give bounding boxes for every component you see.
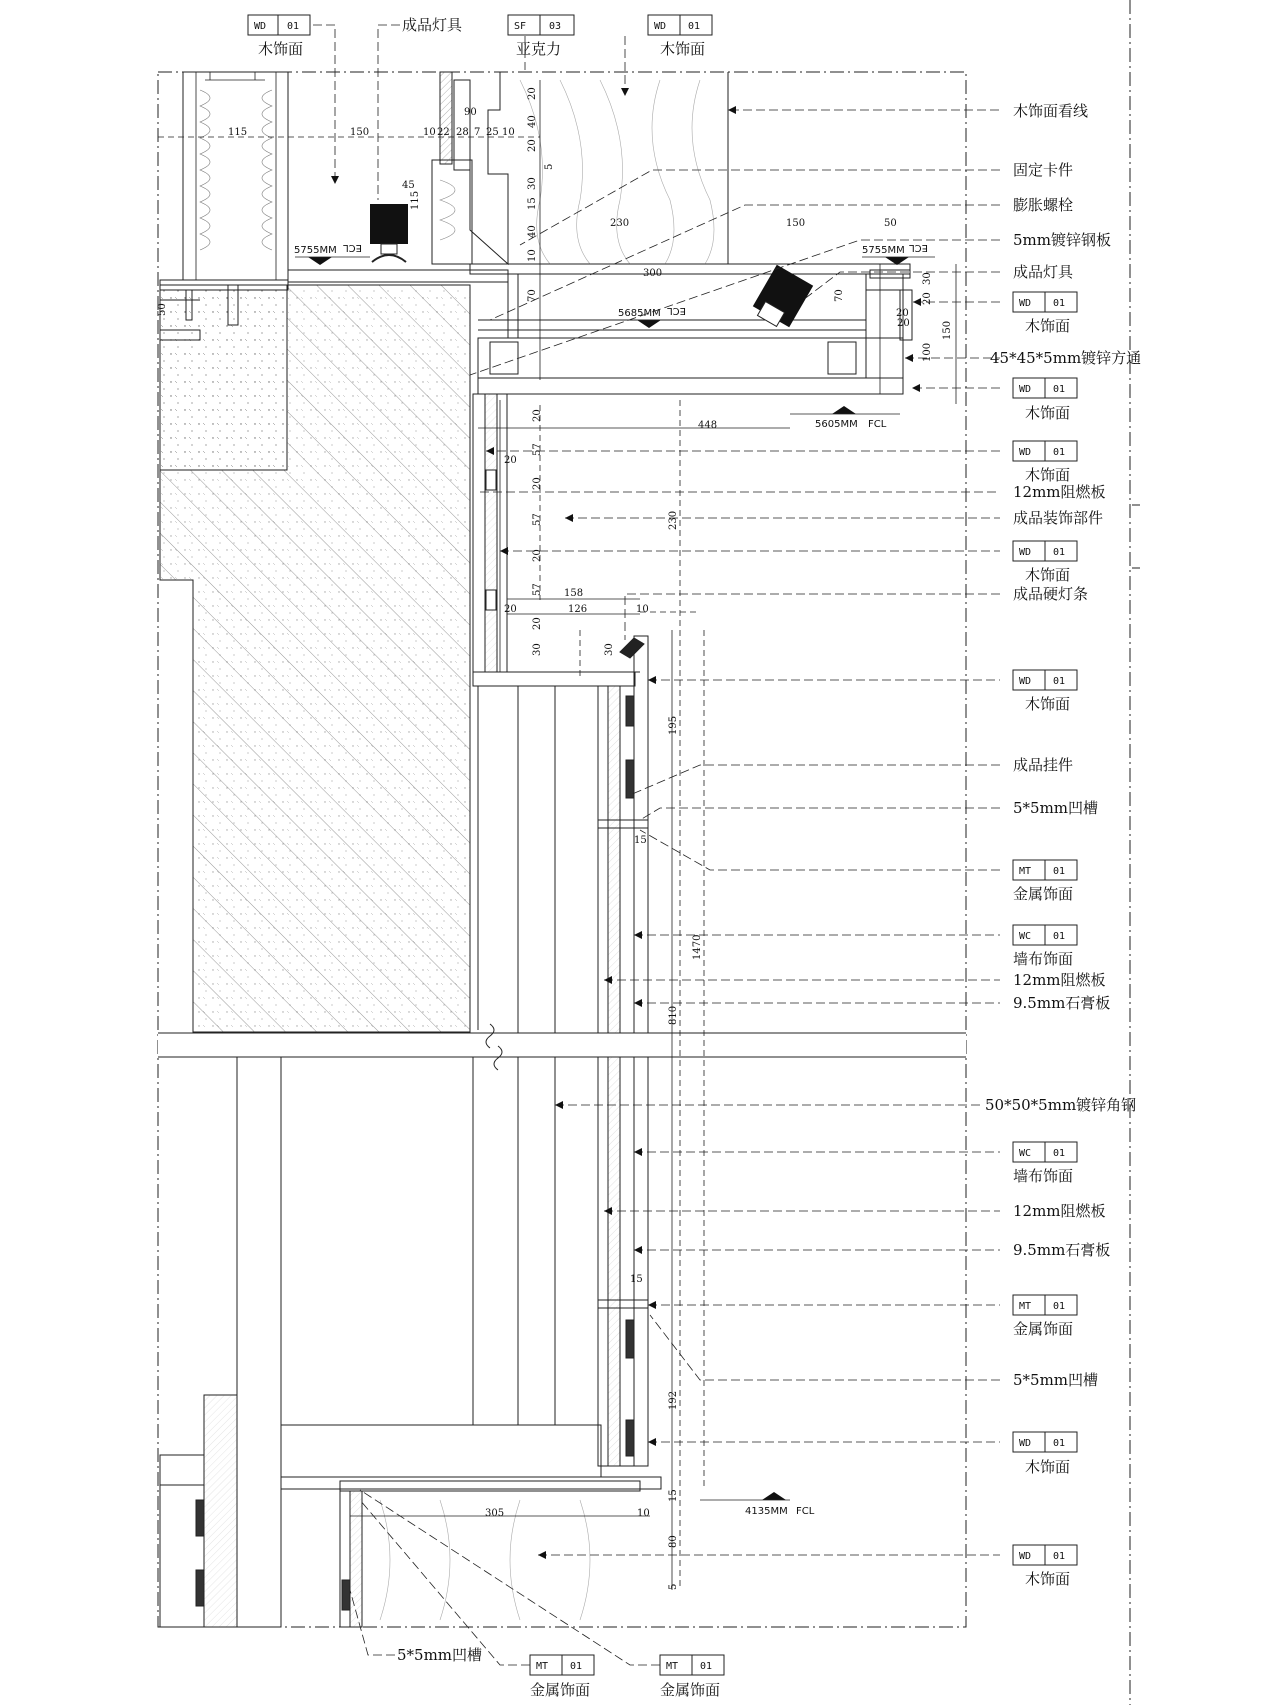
dim-label: 20 (532, 477, 543, 490)
level-marker (294, 242, 370, 265)
dim-label: 20 (527, 139, 538, 152)
top-tag-3 (648, 15, 712, 58)
dim-label: 25 (486, 127, 499, 138)
label-angle-steel: 50*50*5mm镀锌角钢 (985, 1096, 1137, 1114)
level-value: 5755MM (862, 245, 905, 256)
tag-name: 金属饰面 (530, 1681, 591, 1699)
right-tag (1013, 292, 1077, 335)
tag-number: 01 (1053, 547, 1066, 558)
dim-label: 20 (504, 455, 517, 466)
tag-name: 木饰面 (1025, 1570, 1071, 1588)
tag-number: 01 (570, 1661, 583, 1672)
light-fixture-1 (370, 204, 408, 262)
tag-number: 01 (1053, 384, 1066, 395)
right-tag (1013, 1432, 1077, 1476)
level-value: 4135MM (745, 1506, 788, 1517)
label-expansion-bolt: 膨胀螺栓 (1013, 196, 1074, 214)
tag-number: 01 (1053, 931, 1066, 942)
dim-label: 30 (922, 272, 933, 285)
tag-code: MT (1019, 1301, 1032, 1312)
dim-label: 115 (410, 190, 421, 210)
dim-label: 5 (668, 1583, 679, 1590)
tag-number: 01 (700, 1661, 713, 1672)
dim-label: 20 (897, 318, 910, 329)
bottom-tag-2 (660, 1655, 724, 1699)
tag-name: 金属饰面 (1013, 1320, 1074, 1338)
dim-label: 15 (668, 1489, 679, 1502)
level-marker (790, 406, 900, 430)
dim-label: 50 (157, 303, 168, 316)
dim-label: 28 (456, 127, 469, 138)
tag-number: 01 (1053, 866, 1066, 877)
dim-label: 10 (423, 127, 436, 138)
label-fire-board-1: 12mm阻燃板 (1013, 483, 1106, 501)
dim-label: 1470 (692, 934, 703, 960)
dim-label: 100 (922, 342, 933, 362)
tag-code: WD (1019, 547, 1032, 558)
level-tag: FCL (796, 1506, 815, 1517)
tag-code: WD (1019, 1438, 1032, 1449)
dim-label: 158 (564, 588, 584, 599)
dim-label: 300 (643, 268, 663, 279)
dim-label: 40 (527, 115, 538, 128)
tag-name: 木饰面 (1025, 695, 1071, 713)
dim-label: 45 (402, 180, 415, 191)
dim-label: 126 (568, 604, 588, 615)
dim-label: 150 (350, 127, 370, 138)
dim-label: 22 (437, 127, 450, 138)
bulkhead-vertical (473, 394, 640, 686)
tag-number: 03 (549, 21, 562, 32)
label-led-strip: 成品硬灯条 (1013, 585, 1089, 603)
dim-label: 20 (532, 549, 543, 562)
level-marker (615, 305, 700, 328)
level-value: 5605MM (815, 419, 858, 430)
dim-label: 230 (610, 218, 630, 229)
top-trim-profile (432, 72, 508, 264)
level-marker (700, 1492, 815, 1517)
tag-code: WD (1019, 447, 1032, 458)
dim-label: 15 (630, 1274, 643, 1285)
top-tag-1 (248, 15, 310, 58)
tag-name: 木饰面 (1025, 1458, 1071, 1476)
level-value: 5755MM (294, 245, 337, 256)
tag-number: 01 (1053, 1438, 1066, 1449)
tag-name: 金属饰面 (1013, 885, 1074, 903)
tag-code: MT (536, 1661, 549, 1672)
dim-label: 7 (474, 127, 481, 138)
level-tag: FCL (868, 419, 887, 430)
dim-label: 10 (637, 1508, 650, 1519)
label-square-tube: 45*45*5mm镀锌方通 (990, 349, 1142, 367)
right-tag (1013, 1545, 1077, 1588)
dim-label: 10 (636, 604, 649, 615)
dim-label: 57 (532, 443, 543, 456)
tag-number: 01 (1053, 676, 1066, 687)
dim-label: 305 (485, 1508, 505, 1519)
dim-label: 115 (228, 127, 248, 138)
level-marker (862, 242, 935, 265)
dim-label: 30 (604, 643, 615, 656)
right-tag (1013, 670, 1077, 713)
dim-label: 70 (527, 289, 538, 302)
tag-code: WD (1019, 384, 1032, 395)
label-hanger: 成品挂件 (1013, 756, 1074, 774)
dim-label: 57 (532, 583, 543, 596)
right-tag (1013, 860, 1077, 903)
label-groove-1: 5*5mm凹槽 (1013, 799, 1099, 817)
right-tag (1013, 378, 1077, 422)
tag-code: WC (1019, 1148, 1032, 1159)
tag-number: 01 (1053, 1148, 1066, 1159)
right-tag (1013, 1295, 1077, 1338)
label-groove-2: 5*5mm凹槽 (1013, 1371, 1099, 1389)
label-gypsum-1: 9.5mm石膏板 (1013, 994, 1111, 1012)
right-tag (1013, 1142, 1077, 1185)
right-tag (1013, 925, 1077, 968)
tag-name: 金属饰面 (660, 1681, 721, 1699)
dim-label: 5 (544, 163, 555, 170)
tag-code: WD (654, 21, 667, 32)
tag-code: WD (1019, 298, 1032, 309)
tag-name: 墙布饰面 (1013, 1167, 1074, 1185)
tag-code: WD (254, 21, 267, 32)
tag-number: 01 (1053, 298, 1066, 309)
dim-label: 20 (532, 617, 543, 630)
tag-name: 木饰面 (660, 40, 706, 58)
tag-number: 01 (1053, 1301, 1066, 1312)
tag-name: 木饰面 (1025, 317, 1071, 335)
dim-label: 80 (668, 1535, 679, 1548)
dim-label: 20 (922, 292, 933, 305)
label-steel-plate: 5mm镀锌钢板 (1013, 231, 1111, 249)
top-fixture-label: 成品灯具 (402, 16, 463, 34)
level-tag: ECL (667, 305, 686, 316)
label-light-fixture: 成品灯具 (1013, 263, 1074, 281)
bottom-tag-1 (530, 1655, 594, 1699)
tag-code: WC (1019, 931, 1032, 942)
dim-label: 448 (698, 420, 718, 431)
right-tag (1013, 441, 1077, 484)
tag-number: 01 (287, 21, 300, 32)
lower-structure (160, 1057, 661, 1627)
dim-label: 10 (527, 249, 538, 262)
tag-name: 木饰面 (1025, 404, 1071, 422)
label-fixing-clip: 固定卡件 (1013, 161, 1074, 179)
tag-name: 木饰面 (1025, 566, 1071, 584)
level-value: 5685MM (618, 308, 661, 319)
dim-label: 70 (834, 289, 845, 302)
tag-name: 墙布饰面 (1013, 950, 1074, 968)
dim-label: 810 (668, 1005, 679, 1025)
tag-name: 木饰面 (258, 40, 304, 58)
dim-label: 230 (668, 510, 679, 530)
dim-label: 192 (668, 1390, 679, 1410)
tag-code: MT (666, 1661, 679, 1672)
dim-label: 10 (502, 127, 515, 138)
dim-label: 57 (532, 513, 543, 526)
tag-number: 01 (688, 21, 701, 32)
dim-label: 20 (532, 409, 543, 422)
tag-name: 亚克力 (516, 40, 562, 58)
tag-code: MT (1019, 866, 1032, 877)
dim-label: 90 (464, 107, 477, 118)
dim-label: 40 (527, 225, 538, 238)
dim-label: 15 (527, 197, 538, 210)
dim-label: 20 (527, 87, 538, 100)
label-gypsum-2: 9.5mm石膏板 (1013, 1241, 1111, 1259)
tag-name: 木饰面 (1025, 466, 1071, 484)
tag-code: WD (1019, 1551, 1032, 1562)
dim-label: 20 (896, 308, 909, 319)
concrete-wall (160, 285, 470, 1032)
label-decor-part: 成品装饰部件 (1013, 509, 1104, 527)
tag-code: SF (514, 21, 527, 32)
right-tag (1013, 541, 1077, 584)
dim-label: 50 (884, 218, 897, 229)
dim-label: 195 (668, 715, 679, 735)
tag-number: 01 (1053, 447, 1066, 458)
level-tag: ECL (909, 242, 928, 253)
tag-number: 01 (1053, 1551, 1066, 1562)
dim-label: 15 (634, 835, 647, 846)
label-fire-board-2: 12mm阻燃板 (1013, 971, 1106, 989)
label-wood-sightline: 木饰面看线 (1013, 102, 1089, 120)
dim-label: 150 (942, 320, 953, 340)
label-fire-board-3: 12mm阻燃板 (1013, 1202, 1106, 1220)
tag-code: WD (1019, 676, 1032, 687)
bottom-groove-label: 5*5mm凹槽 (397, 1646, 483, 1664)
top-tag-2 (508, 15, 574, 58)
dim-label: 30 (527, 177, 538, 190)
level-tag: ECL (343, 242, 362, 253)
dim-label: 20 (504, 604, 517, 615)
dim-label: 150 (786, 218, 806, 229)
dim-label: 30 (532, 643, 543, 656)
